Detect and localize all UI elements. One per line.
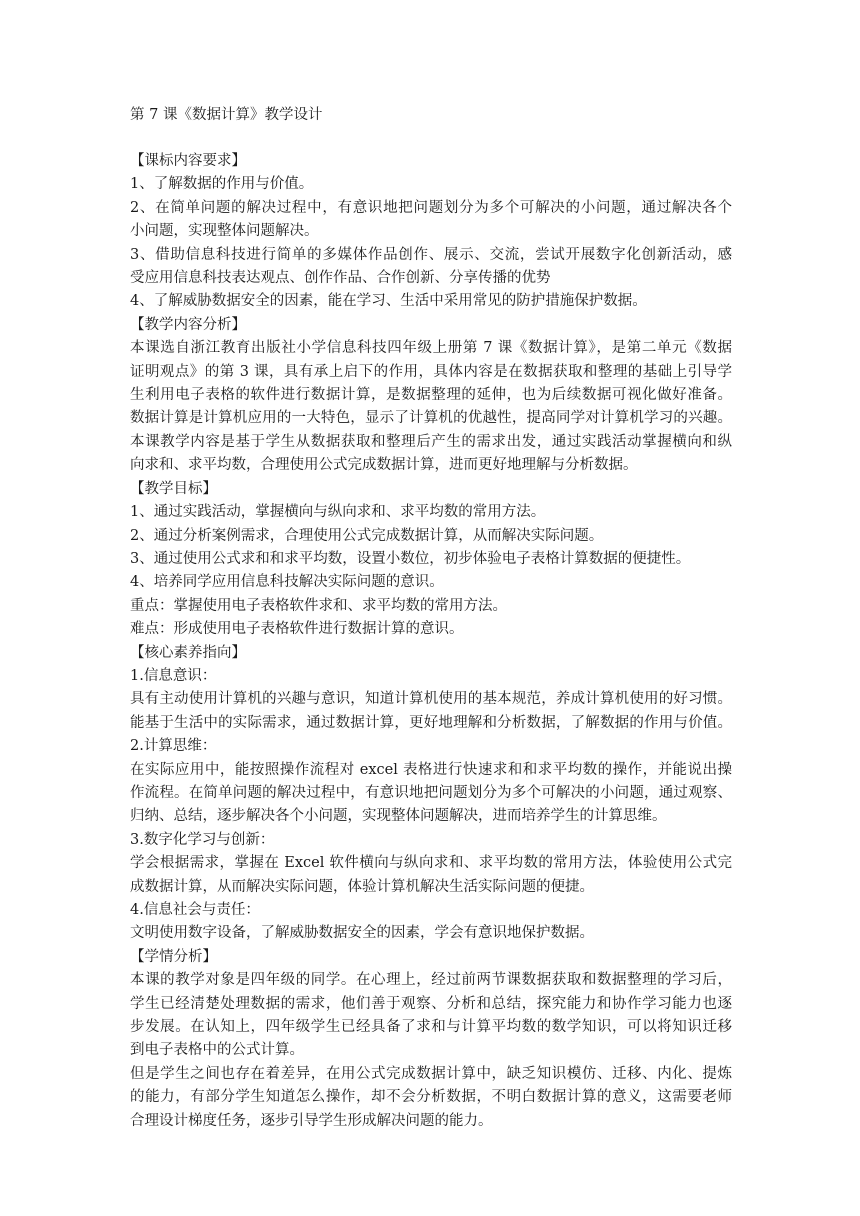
difficulty-point: 难点：形成使用电子表格软件进行数据计算的意识。 bbox=[130, 621, 464, 638]
section-heading-objectives: 【教学目标】 bbox=[130, 480, 217, 497]
literacy-subheading-social-responsibility: 4.信息社会与责任： bbox=[130, 902, 260, 918]
section-learner-analysis bbox=[130, 946, 732, 1133]
standards-item-3: 3、借助信息科技进行简单的多媒体作品创作、展示、交流，尝试开展数字化创新活动，感 bbox=[130, 246, 732, 263]
literacy-subheading-digital-learning: 3.数字化学习与创新： bbox=[130, 831, 275, 848]
objective-item-3: 3、通过使用公式求和和求平均数，设置小数位，初步体验电子表格计算数据的便捷性。 bbox=[130, 550, 691, 567]
section-heading-literacy: 【核心素养指向】 bbox=[130, 644, 246, 661]
literacy-line: 文明使用数字设备，了解威胁数据安全的因素，学会有意识地保护数据。 bbox=[130, 925, 594, 942]
literacy-line: 归纳、总结，逐步解决各个小问题，实现整体问题解决，进而培养学生的计算思维。 bbox=[130, 808, 667, 825]
objective-item-2: 2、通过分析案例需求，合理使用公式完成数据计算，从而解决实际问题。 bbox=[130, 527, 604, 544]
content-analysis-line: 数据计算是计算机应用的一大特色，显示了计算机的优越性，提高同学对计算机学习的兴趣。 bbox=[130, 410, 732, 427]
standards-item-2: 2、在简单问题的解决过程中，有意识地把问题划分为多个可解决的小问题，通过解决各个 bbox=[130, 199, 732, 216]
learner-analysis-line: 步发展。在认知上，四年级学生已经具备了求和与计算平均数的数学知识，可以将知识迁移 bbox=[130, 1019, 732, 1036]
learner-analysis-line: 的能力，有部分学生知道怎么操作，却不会分析数据，不明白数据计算的意义，这需要老师 bbox=[130, 1089, 732, 1106]
objective-item-1: 1、通过实践活动，掌握横向与纵向求和、求平均数的常用方法。 bbox=[130, 504, 546, 521]
standards-item-2-cont: 小问题，实现整体问题解决。 bbox=[130, 223, 319, 240]
section-standards bbox=[130, 150, 732, 314]
literacy-line: 能基于生活中的实际需求，通过数据计算，更好地理解和分析数据，了解数据的作用与价值。 bbox=[130, 714, 732, 731]
literacy-subheading-information-awareness: 1.信息意识： bbox=[130, 667, 217, 684]
section-literacy bbox=[130, 642, 732, 946]
section-content-analysis bbox=[130, 314, 732, 478]
literacy-line: 具有主动使用计算机的兴趣与意识，知道计算机使用的基本规范，养成计算机使用的好习惯。 bbox=[130, 691, 732, 708]
learner-analysis-line: 学生已经清楚处理数据的需求，他们善于观察、分析和总结，探究能力和协作学习能力也逐 bbox=[130, 995, 732, 1012]
standards-item-3-cont: 受应用信息科技表达观点、创作作品、合作创新、分享传播的优势 bbox=[130, 270, 551, 287]
content-analysis-line: 本课选自浙江教育出版社小学信息科技四年级上册第 7 课《数据计算》，是第二单元《数据 bbox=[130, 340, 732, 357]
section-heading-content-analysis: 【教学内容分析】 bbox=[130, 316, 246, 333]
standards-item-1: 1、了解数据的作用与价值。 bbox=[130, 176, 314, 193]
learner-analysis-line: 本课的教学对象是四年级的同学。在心理上，经过前两节课数据获取和数据整理的学习后， bbox=[130, 972, 732, 989]
section-heading-standards: 【课标内容要求】 bbox=[130, 153, 246, 169]
literacy-line: 在实际应用中，能按照操作流程对 excel 表格进行快速求和和求平均数的操作，并能说出操 bbox=[130, 761, 732, 778]
learner-analysis-line: 但是学生之间也存在着差异，在用公式完成数据计算中，缺乏知识模仿、迁移、内化、提炼 bbox=[130, 1065, 732, 1082]
standards-item-4: 4、了解威胁数据安全的因素，能在学习、生活中采用常见的防护措施保护数据。 bbox=[130, 293, 647, 310]
section-heading-learner-analysis: 【学情分析】 bbox=[130, 948, 217, 965]
document-title: 第 7 课《数据计算》教学设计 bbox=[130, 107, 323, 123]
content-analysis-line: 证明观点》的第 3 课，具有承上启下的作用，具体内容是在数据获取和整理的基础上引导学 bbox=[130, 363, 732, 380]
key-point: 重点：掌握使用电子表格软件求和、求平均数的常用方法。 bbox=[130, 597, 507, 614]
learner-analysis-line: 合理设计梯度任务，逐步引导学生形成解决问题的能力。 bbox=[130, 1112, 493, 1129]
section-objectives bbox=[130, 478, 732, 642]
literacy-line: 学会根据需求，掌握在 Excel 软件横向与纵向求和、求平均数的常用方法，体验使用公式完 bbox=[130, 855, 732, 872]
learner-analysis-line: 到电子表格中的公式计算。 bbox=[130, 1042, 304, 1059]
content-analysis-line: 向求和、求平均数，合理使用公式完成数据计算，进而更好地理解与分析数据。 bbox=[130, 457, 638, 474]
literacy-line: 成数据计算，从而解决实际问题，体验计算机解决生活实际问题的便捷。 bbox=[130, 878, 594, 895]
content-analysis-line: 本课教学内容是基于学生从数据获取和整理后产生的需求出发，通过实践活动掌握横向和纵 bbox=[130, 433, 732, 450]
literacy-subheading-computational-thinking: 2.计算思维： bbox=[130, 738, 217, 755]
content-analysis-line: 生利用电子表格的软件进行数据计算，是数据整理的延伸，也为后续数据可视化做好准备。 bbox=[130, 387, 732, 404]
objective-item-4: 4、培养同学应用信息科技解决实际问题的意识。 bbox=[130, 574, 444, 591]
literacy-line: 作流程。在简单问题的解决过程中，有意识地把问题划分为多个可解决的小问题，通过观察、 bbox=[130, 784, 732, 801]
